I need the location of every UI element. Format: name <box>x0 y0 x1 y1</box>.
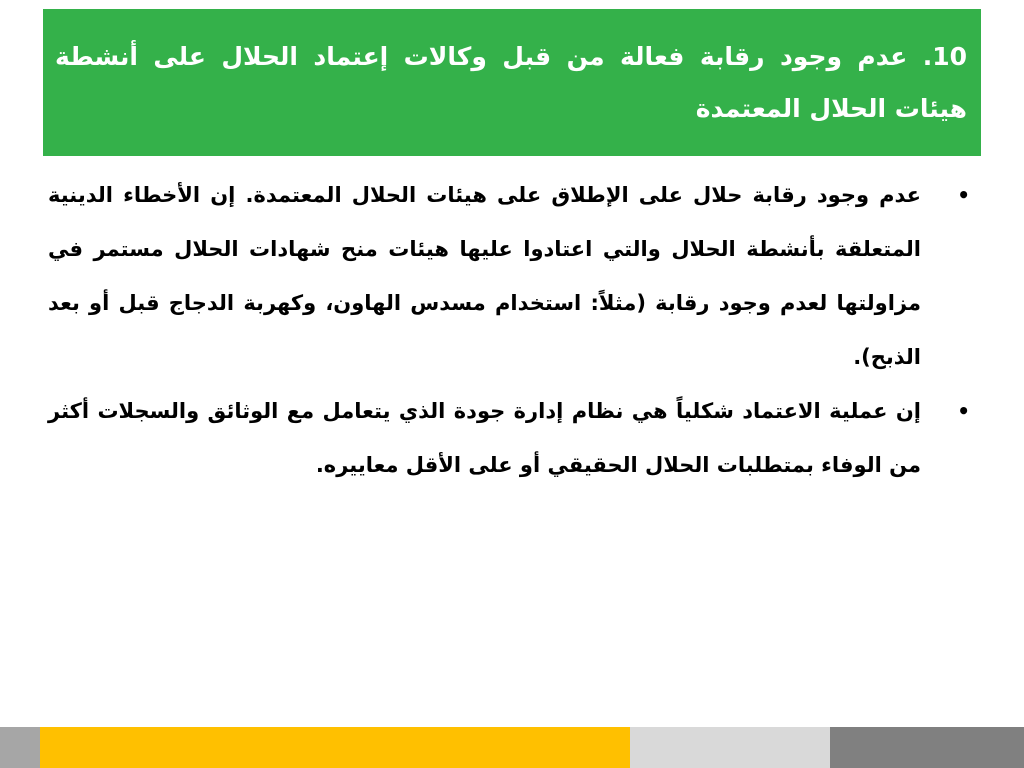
footer-segment-gray <box>0 727 40 768</box>
slide-body <box>48 168 978 492</box>
footer-segment-gold <box>40 727 630 768</box>
bullet-item <box>48 168 978 384</box>
bullet-point-icon: • <box>957 183 970 207</box>
bullet-text: عدم وجود رقابة حلال على الإطلاق على هيئات الحلال المعتمدة. إن الأخطاء الدينية المتعلقة بأنشطة الحلال والتي اعتادوا عليها هيئات منح شهادات الحلال مستمر في مزاولتها لعدم وجود رقابة (مثلاً: استخدام مسدس الهاون، وكهربة الدجاج قبل أو بعد الذبح). <box>48 183 921 369</box>
bullet-item <box>48 384 978 492</box>
bullet-text: إن عملية الاعتماد شكلياً هي نظام إدارة جودة الذي يتعامل مع الوثائق والسجلات أكثر من الوفاء بمتطلبات الحلال الحقيقي أو على الأقل معاييره. <box>48 399 921 477</box>
slide-title: 10. عدم وجود رقابة فعالة من قبل وكالات إعتماد الحلال على أنشطة هيئات الحلال المعتمدة <box>55 42 967 123</box>
footer-segment-dark-gray <box>830 727 1024 768</box>
bullet-point-icon: • <box>957 399 970 423</box>
slide-title-box <box>43 9 981 156</box>
footer-segment-light-gray <box>630 727 830 768</box>
footer-color-bar <box>0 727 1024 768</box>
